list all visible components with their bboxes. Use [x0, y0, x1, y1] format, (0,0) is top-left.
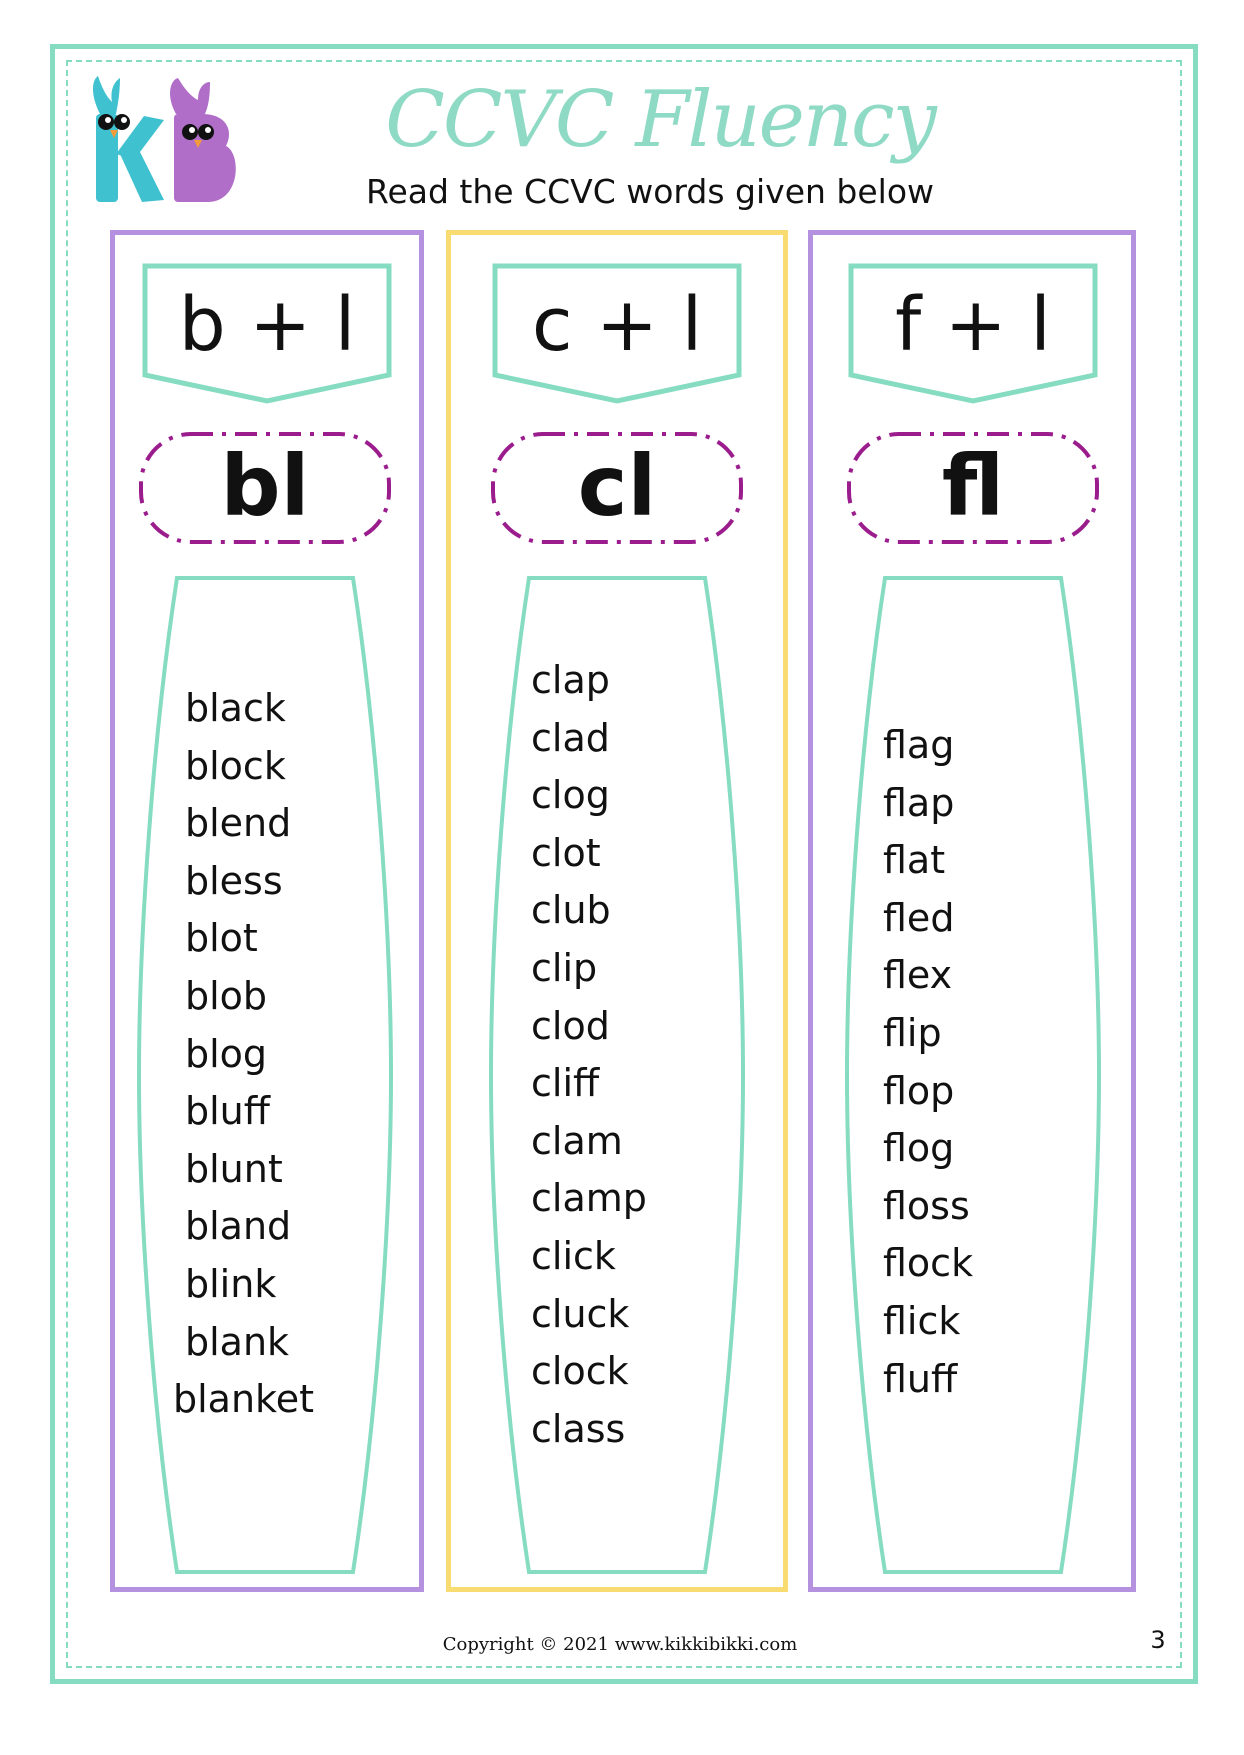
word-item: club	[531, 888, 611, 933]
word-item: flag	[883, 723, 955, 767]
word-item: clod	[531, 1003, 610, 1048]
word-item: blank	[185, 1319, 290, 1364]
blend-text: cl	[577, 437, 657, 535]
word-item: fled	[883, 895, 955, 940]
blend-text: fl	[941, 437, 1005, 535]
blend-column-fl	[808, 230, 1136, 1592]
word-item: blanket	[173, 1377, 314, 1422]
word-item: flex	[883, 953, 953, 998]
word-item: clock	[531, 1349, 629, 1394]
word-list	[845, 717, 1139, 1408]
word-item: clam	[531, 1118, 623, 1163]
word-item: clog	[531, 773, 610, 818]
word-item: clap	[531, 658, 610, 702]
word-item: fluff	[883, 1356, 958, 1401]
word-item: bland	[185, 1204, 292, 1249]
formula-banner	[492, 263, 742, 405]
page-number: 3	[1150, 1626, 1166, 1654]
word-item: flat	[883, 838, 946, 883]
word-item: flap	[883, 780, 955, 825]
word-item: blunt	[185, 1146, 283, 1191]
word-item: click	[531, 1233, 616, 1278]
word-item: blob	[185, 973, 268, 1018]
word-item: blink	[185, 1261, 277, 1306]
copyright-text: Copyright © 2021 www.kikkibikki.com	[442, 1634, 798, 1655]
word-item: cluck	[531, 1291, 630, 1336]
kikkibikki-logo	[86, 74, 246, 214]
word-list	[489, 652, 787, 1458]
word-item: flip	[883, 1010, 942, 1055]
word-list	[137, 680, 441, 1429]
page-subtitle: Read the CCVC words given below	[366, 172, 934, 211]
blend-pill	[845, 430, 1101, 546]
word-item: flock	[883, 1241, 974, 1286]
word-item: bluff	[185, 1089, 270, 1134]
word-item: blend	[185, 801, 292, 846]
formula-text: b + l	[178, 282, 356, 368]
page-title: CCVC Fluency	[385, 75, 935, 165]
blend-text: bl	[220, 437, 310, 535]
word-item: bless	[185, 858, 283, 903]
word-item: flop	[883, 1068, 955, 1113]
formula-banner	[142, 263, 392, 405]
word-item: class	[531, 1406, 626, 1451]
word-item: cliff	[531, 1061, 600, 1106]
word-panel	[845, 575, 1101, 1575]
word-item: clamp	[531, 1176, 647, 1221]
formula-banner	[848, 263, 1098, 405]
word-item: clot	[531, 830, 601, 875]
word-item: black	[185, 686, 286, 730]
word-item: blot	[185, 916, 258, 961]
word-item: clad	[531, 715, 610, 760]
word-item: blog	[185, 1031, 268, 1076]
word-item: floss	[883, 1183, 970, 1228]
word-panel	[137, 575, 393, 1575]
word-item: block	[185, 743, 286, 788]
word-item: flick	[883, 1298, 961, 1343]
blend-column-bl	[110, 230, 424, 1592]
blend-column-cl	[446, 230, 788, 1592]
blend-pill	[489, 430, 745, 546]
blend-pill	[137, 430, 393, 546]
word-item: flog	[883, 1126, 955, 1171]
formula-text: c + l	[531, 282, 703, 368]
word-panel	[489, 575, 745, 1575]
word-item: clip	[531, 945, 598, 990]
formula-text: f + l	[895, 282, 1051, 368]
